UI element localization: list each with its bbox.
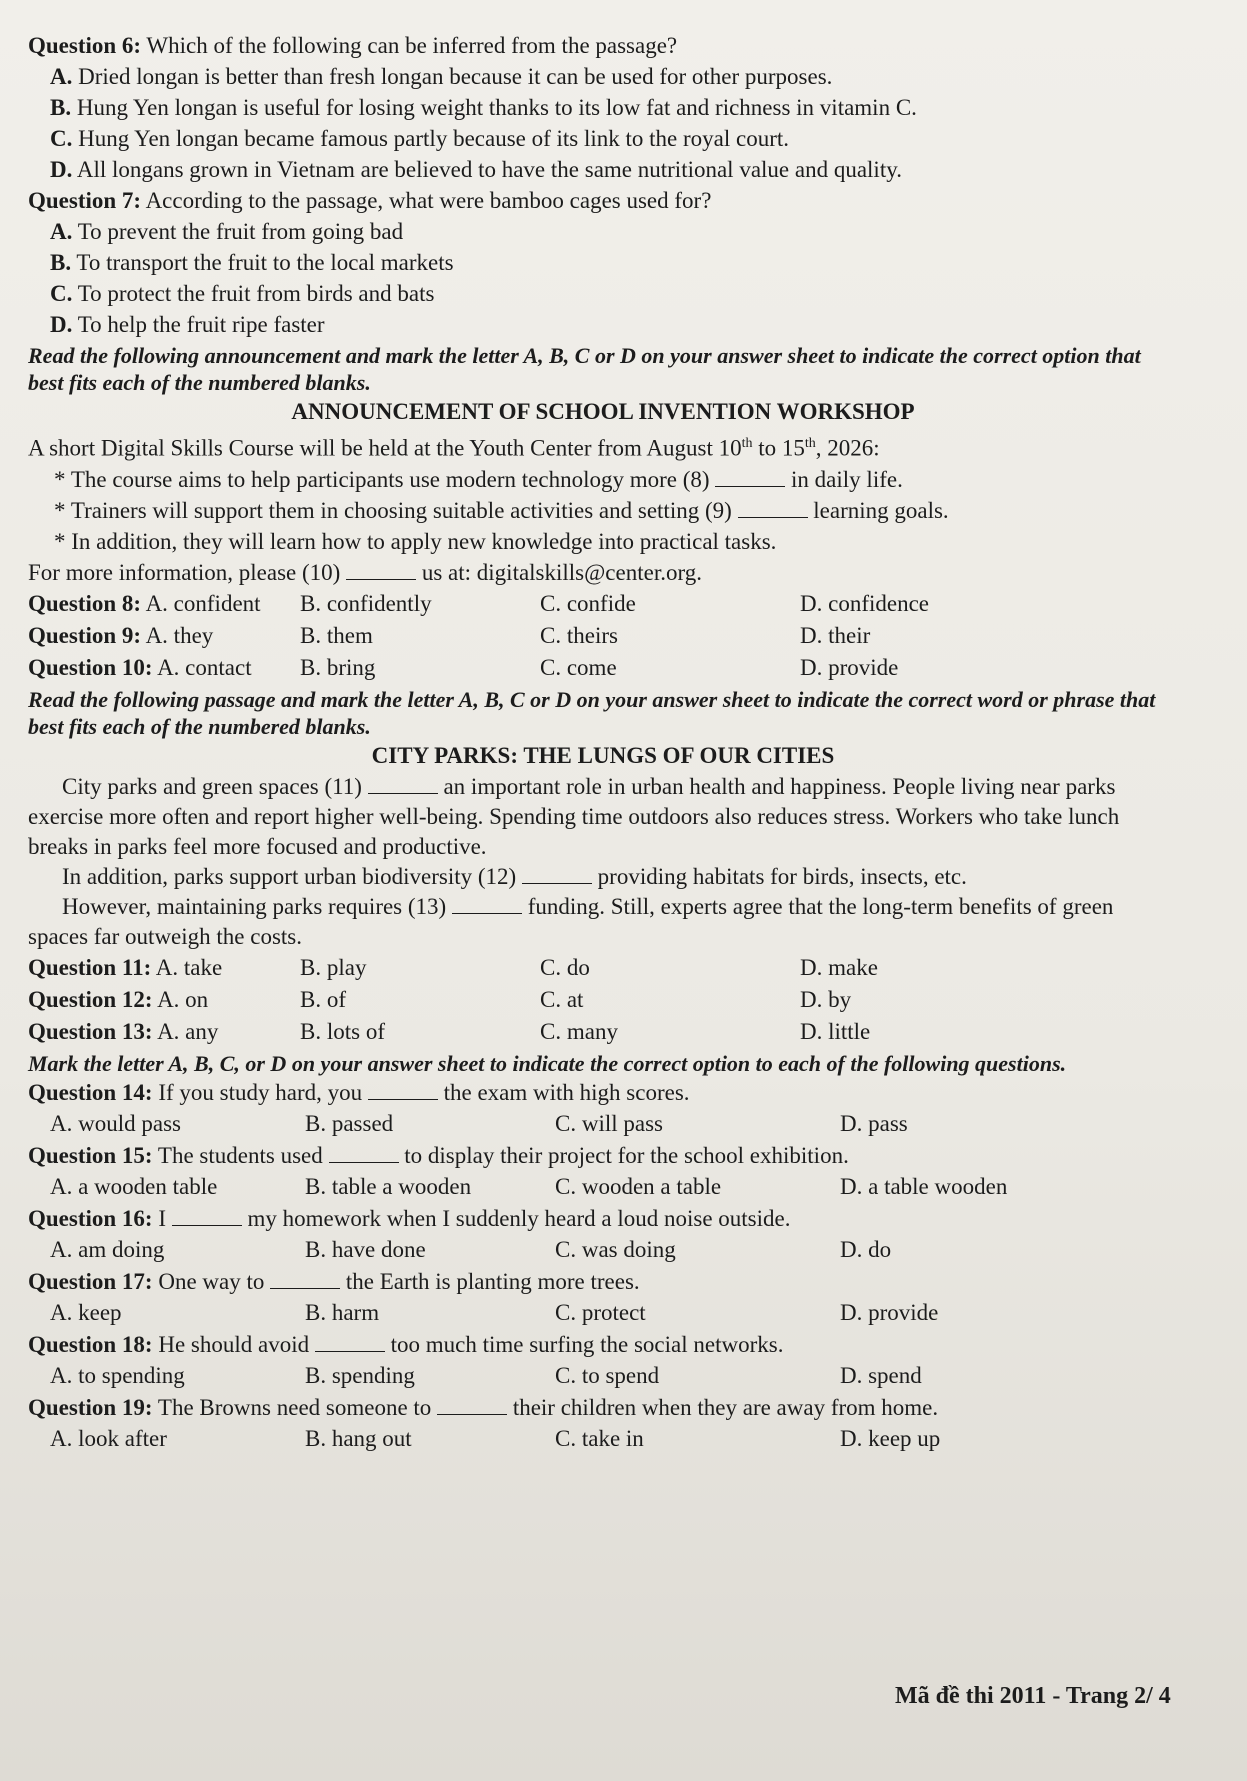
blank-9 <box>738 499 808 518</box>
question-18-options: A. to spending B. spending C. to spend D. spend <box>50 1362 922 1388</box>
question-14: Question 14: If you study hard, you the exam with high scores. <box>28 1079 690 1105</box>
question-6 <box>28 30 1178 61</box>
announcement-title: ANNOUNCEMENT OF SCHOOL INVENTION WORKSHOP <box>291 399 915 424</box>
question-7 <box>28 185 1178 216</box>
blank-13 <box>452 895 522 914</box>
question-16-options: A. am doing B. have done C. was doing D. do <box>50 1236 892 1262</box>
question-15-options: A. a wooden table B. table a wooden C. wooden a table D. a table wooden <box>50 1173 1008 1199</box>
passage-paragraph-2: In addition, parks support urban biodiversity (12) providing habitats for birds, insects, etc. <box>62 863 967 889</box>
instruction-announcement: Read the following announcement and mark the letter A, B, C or D on your answer sheet to indicate the correct option that best fits each of the numbered blanks. <box>28 343 1141 395</box>
question-number: Question 7: <box>28 188 142 213</box>
blank-8 <box>715 468 785 487</box>
question-12: Question 12: A. on B. of C. at D. by <box>28 986 852 1012</box>
question-10: Question 10: A. contact B. bring C. come D. provide <box>28 654 899 680</box>
question-15: Question 15: The students used to display their project for the school exhibition. <box>28 1142 849 1168</box>
passage-paragraph-1: City parks and green spaces (11) an important role in urban health and happiness. People living near parks exercise more often and report higher well-being. Spending time outdoors also reduces stress. Workers who take lunch breaks in parks feel more focused and productive. <box>28 773 1120 859</box>
option: B. To transport the fruit to the local markets <box>50 250 454 275</box>
option: B. Hung Yen longan is useful for losing weight thanks to its low fat and richness in vitamin C. <box>50 95 917 120</box>
option: D. To help the fruit ripe faster <box>50 312 325 337</box>
question-17: Question 17: One way to the Earth is planting more trees. <box>28 1268 640 1294</box>
instruction-questions: Mark the letter A, B, C, or D on your answer sheet to indicate the correct option to each of the following questions. <box>28 1050 1067 1076</box>
question-18: Question 18: He should avoid too much time surfing the social networks. <box>28 1331 784 1357</box>
blank <box>368 1081 438 1100</box>
announcement-bullet: * Trainers will support them in choosing suitable activities and setting (9) learning goals. <box>54 497 949 523</box>
instruction-passage: Read the following passage and mark the letter A, B, C or D on your answer sheet to indicate the correct word or phrase that best fits each of the numbered blanks. <box>28 686 1156 739</box>
blank <box>315 1333 385 1352</box>
blank-11 <box>368 775 438 794</box>
question-13: Question 13: A. any B. lots of C. many D. little <box>28 1018 871 1044</box>
question-11: Question 11: A. take B. play C. do D. make <box>28 954 878 980</box>
blank-10 <box>346 561 416 580</box>
exam-content <box>28 30 1178 1455</box>
announcement-contact: For more information, please (10) us at: digitalskills@center.org. <box>28 559 702 585</box>
question-19: Question 19: The Browns need someone to their children when they are away from home. <box>28 1394 939 1420</box>
announcement-bullet: * The course aims to help participants use modern technology more (8) in daily life. <box>54 466 903 492</box>
blank <box>172 1207 242 1226</box>
option: A. Dried longan is better than fresh longan because it can be used for other purposes. <box>50 64 833 89</box>
option: C. To protect the fruit from birds and bats <box>50 281 435 306</box>
blank <box>329 1144 399 1163</box>
question-19-options: A. look after B. hang out C. take in D. keep up <box>50 1425 941 1451</box>
passage-paragraph-3: However, maintaining parks requires (13) funding. Still, experts agree that the long-term benefits of green spaces far outweigh the costs. <box>28 893 1114 949</box>
question-17-options: A. keep B. harm C. protect D. provide <box>50 1299 939 1325</box>
question-8: Question 8: A. confident B. confidently C. confide D. confidence <box>28 590 929 616</box>
question-16: Question 16: I my homework when I suddenly heard a loud noise outside. <box>28 1205 791 1231</box>
option: D. All longans grown in Vietnam are believed to have the same nutritional value and quality. <box>50 157 902 182</box>
question-14-options: A. would pass B. passed C. will pass D. pass <box>50 1110 908 1136</box>
announcement-intro: A short Digital Skills Course will be held at the Youth Center from August 10th to 15th, 2026: <box>28 435 880 461</box>
blank <box>270 1270 340 1289</box>
blank <box>437 1396 507 1415</box>
question-text: Which of the following can be inferred from the passage? <box>141 33 678 58</box>
question-number: Question 6: <box>28 33 142 58</box>
blank-12 <box>522 865 592 884</box>
question-text: According to the passage, what were bamboo cages used for? <box>141 188 712 213</box>
passage-title: CITY PARKS: THE LUNGS OF OUR CITIES <box>371 742 835 768</box>
page-footer: Mã đề thi 2011 - Trang 2/ 4 <box>895 1683 1171 1709</box>
option: C. Hung Yen longan became famous partly because of its link to the royal court. <box>50 126 790 151</box>
announcement-bullet: * In addition, they will learn how to apply new knowledge into practical tasks. <box>54 528 777 554</box>
option: A. To prevent the fruit from going bad <box>50 219 404 244</box>
question-9: Question 9: A. they B. them C. theirs D. their <box>28 622 871 648</box>
